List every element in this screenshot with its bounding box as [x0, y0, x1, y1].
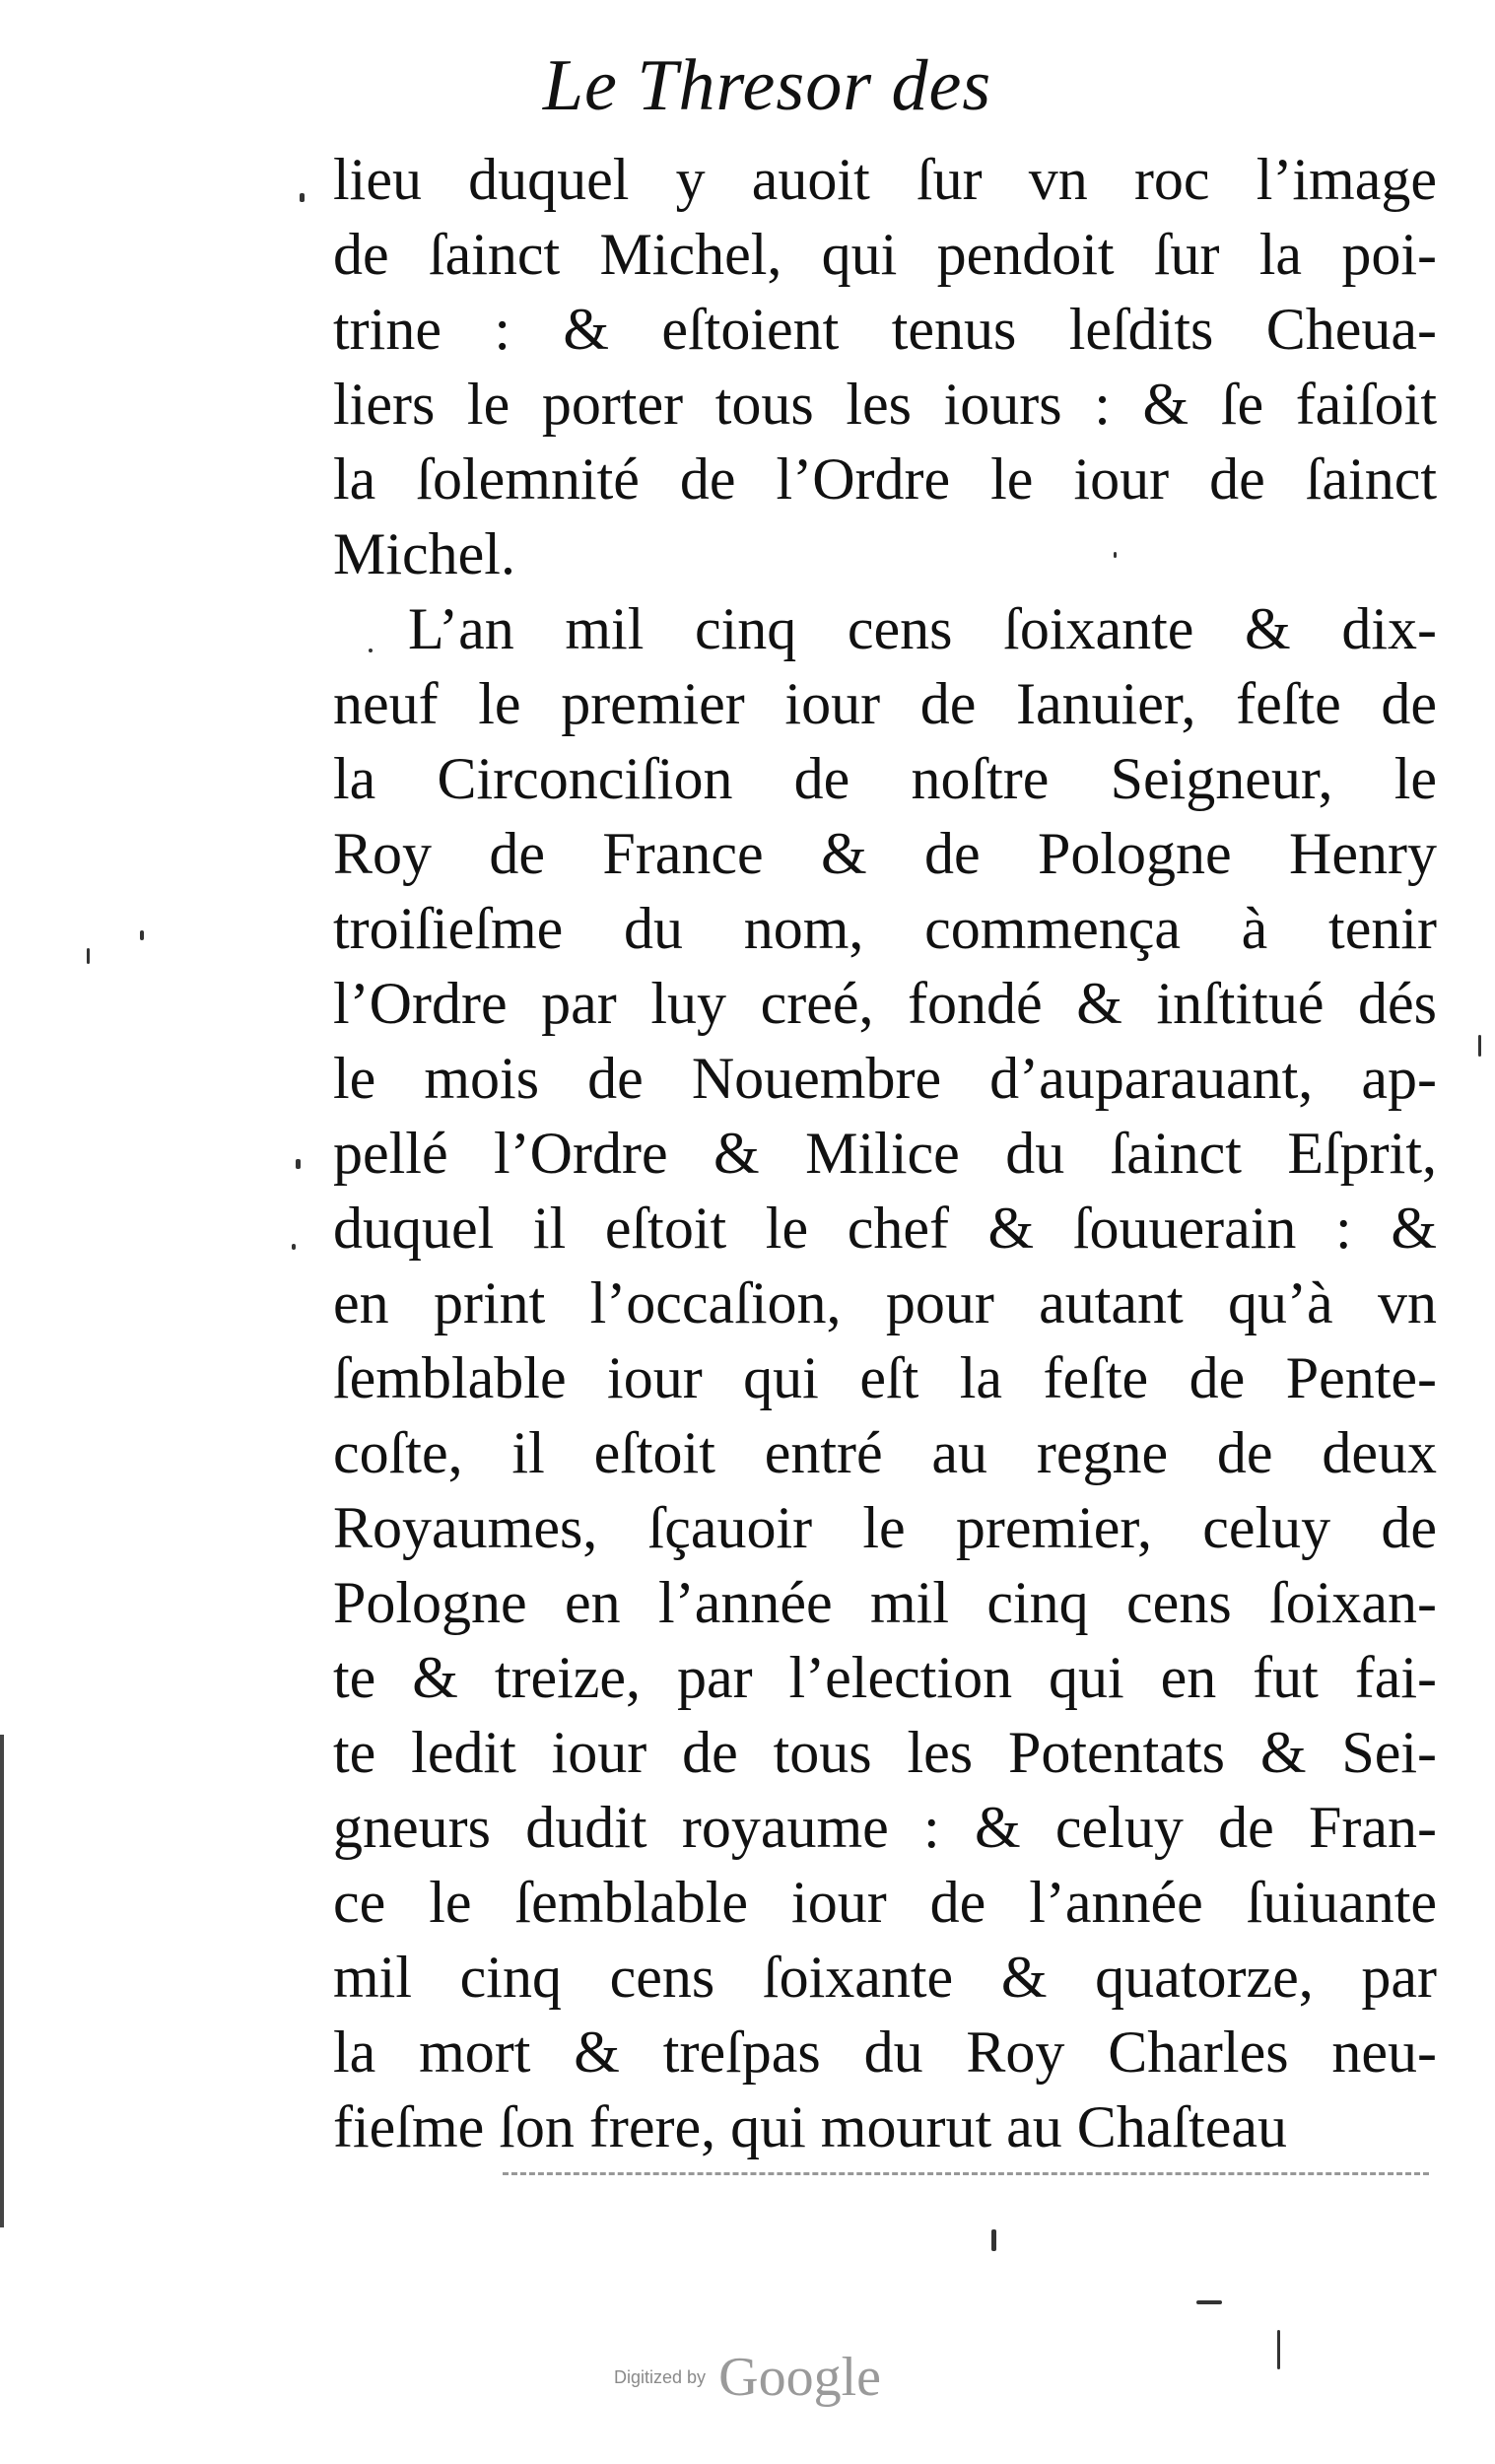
margin-speck [369, 649, 373, 652]
text-line: coſte, il eſtoit entré au regne de deux [333, 1420, 1437, 1485]
watermark-brand: Google [718, 2347, 881, 2408]
margin-speck [1478, 1035, 1481, 1057]
text-line: mil cinq cens ſoixante & quatorze, par [333, 1945, 1437, 2010]
text-line: la mort & treſpas du Roy Charles neu- [333, 2019, 1437, 2085]
watermark-prefix: Digitized by [614, 2366, 707, 2387]
margin-speck [300, 193, 305, 202]
text-line: la Circonciſion de noſtre Seigneur, le [333, 746, 1437, 811]
text-line: te ledit iour de tous les Potentats & Sei- [333, 1720, 1437, 1785]
margin-speck [296, 1159, 301, 1169]
text-line: ſemblable iour qui eſt la feſte de Pente- [333, 1345, 1437, 1410]
text-line: liers le porter tous les iours : & ſe faiſoit [333, 372, 1437, 437]
margin-speck [140, 930, 144, 940]
margin-speck [991, 2229, 996, 2251]
text-line: gneurs dudit royaume : & celuy de Fran- [333, 1795, 1437, 1860]
page-edge-shadow [0, 1735, 4, 2227]
margin-speck [87, 948, 90, 964]
margin-speck [1114, 552, 1117, 558]
text-line: l’Ordre par luy creé, fondé & inſtitué dés [333, 971, 1437, 1036]
running-header: Le Thresor des [542, 45, 992, 126]
margin-speck [292, 1244, 296, 1250]
text-line: le mois de Nouembre d’auparauant, ap- [333, 1046, 1437, 1111]
text-line: duquel il eſtoit le chef & ſouuerain : & [333, 1196, 1437, 1261]
text-line: Royaumes, ſçauoir le premier, celuy de [333, 1495, 1437, 1560]
text-line: lieu duquel y auoit ſur vn roc l’image [333, 147, 1437, 212]
text-line: ce le ſemblable iour de l’année ſuiuante [333, 1870, 1437, 1935]
text-line: Michel. [333, 521, 515, 586]
margin-speck [1196, 2300, 1222, 2304]
text-line: neuf le premier iour de Ianuier, feſte de [333, 671, 1437, 736]
text-line: de ſainct Michel, qui pendoit ſur la poi- [333, 222, 1437, 287]
text-line: Pologne en l’année mil cinq cens ſoixan- [333, 1570, 1437, 1635]
ink-smudge-rule [503, 2172, 1429, 2179]
text-line: te & treize, par l’election qui en fut fai- [333, 1645, 1437, 1710]
text-line: la ſolemnité de l’Ordre le iour de ſainct [333, 446, 1437, 512]
text-line: Roy de France & de Pologne Henry [333, 821, 1437, 886]
text-line: troiſieſme du nom, commença à tenir [333, 896, 1437, 961]
text-line: pellé l’Ordre & Milice du ſainct Eſprit, [333, 1121, 1437, 1186]
text-line: L’an mil cinq cens ſoixante & dix- [408, 596, 1437, 661]
digitization-watermark [0, 2346, 1495, 2409]
text-line: fieſme ſon frere, qui mourut au Chaſteau [333, 2094, 1287, 2159]
body-text [333, 142, 1437, 2164]
text-line: en print l’occaſion, pour autant qu’à vn [333, 1270, 1437, 1335]
text-line: trine : & eſtoient tenus leſdits Cheua- [333, 297, 1437, 362]
